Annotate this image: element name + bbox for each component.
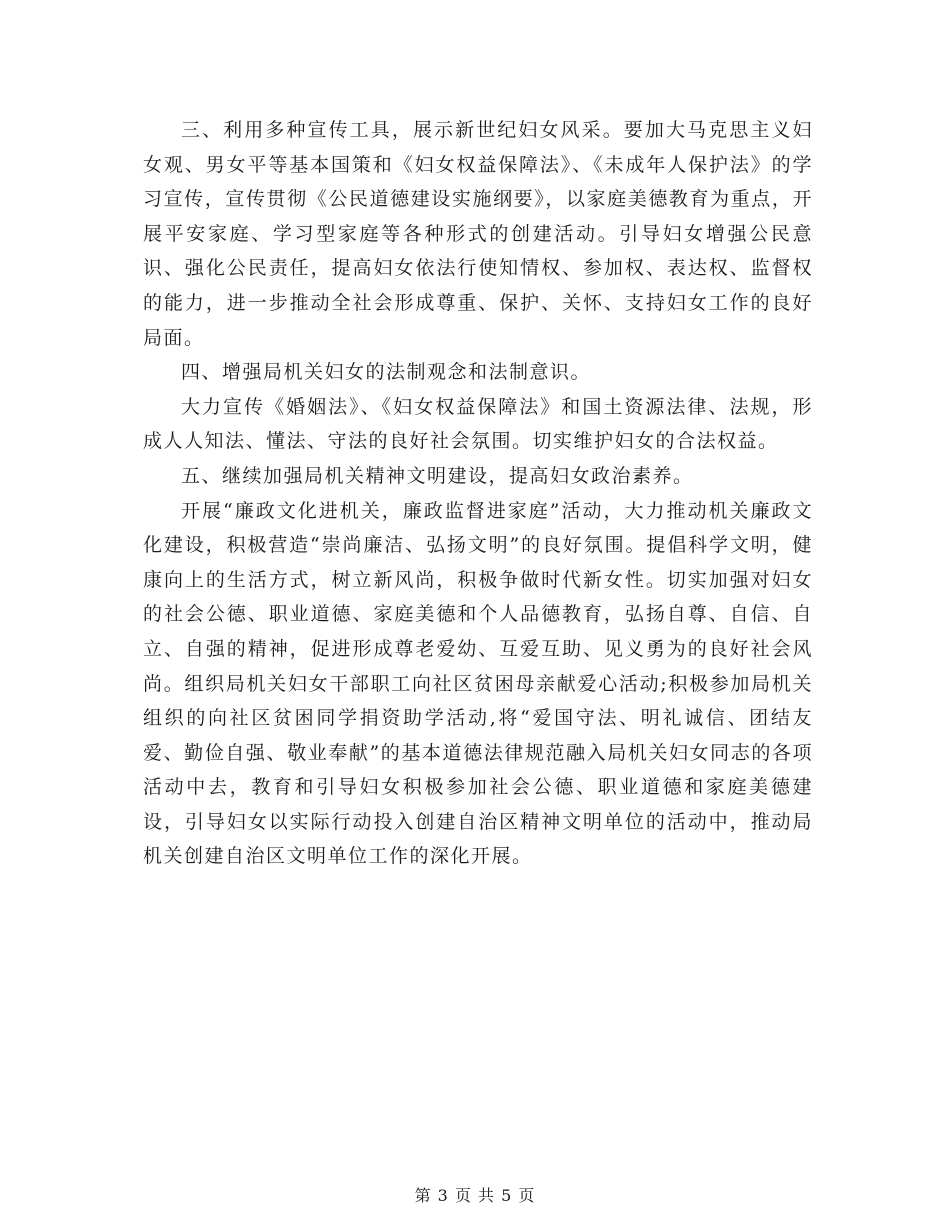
- paragraph-section-three: 三、利用多种宣传工具，展示新世纪妇女风采。要加大马克思主义妇女观、男女平等基本国策和《妇女权益保障法》、《未成年人保护法》的学习宣传，宣传贯彻《公民道德建设实施纲要》，以家庭美德教育为重点，开展平安家庭、学习型家庭等各种形式的创建活动。引导妇女增强公民意识、强化公民责任，提高妇女依法行使知情权、参加权、表达权、监督权的能力，进一步推动全社会形成尊重、保护、关怀、支持妇女工作的良好局面。: [143, 119, 813, 349]
- document-body: [143, 113, 813, 874]
- heading-section-five: 五、继续加强局机关精神文明建设，提高妇女政治素养。: [181, 464, 694, 487]
- paragraph-section-four: 大力宣传《婚姻法》、《妇女权益保障法》和国土资源法律、法规，形成人人知法、懂法、守法的良好社会氛围。切实维护妇女的合法权益。: [143, 395, 813, 453]
- heading-section-four: 四、增强局机关妇女的法制观念和法制意识。: [181, 361, 592, 384]
- footer-prefix: 第: [414, 1186, 432, 1205]
- page-footer: [0, 1183, 950, 1206]
- footer-total-pages: 5: [501, 1186, 513, 1205]
- paragraph-section-five: 开展“廉政文化进机关，廉政监督进家庭”活动，大力推动机关廉政文化建设，积极营造“崇尚廉洁、弘扬文明”的良好氛围。提倡科学文明，健康向上的生活方式，树立新风尚，积极争做时代新女性。切实加强对妇女的社会公德、职业道德、家庭美德和个人品德教育，弘扬自尊、自信、自立、自强的精神，促进形成尊老爱幼、互爱互助、见义勇为的良好社会风尚。组织局机关妇女干部职工向社区贫困母亲献爱心活动;积极参加局机关组织的向社区贫困同学捐资助学活动,将“爱国守法、明礼诚信、团结友爱、勤俭自强、敬业奉献”的基本道德法律规范融入局机关妇女同志的各项活动中去，教育和引导妇女积极参加社会公德、职业道德和家庭美德建设，引导妇女以实际行动投入创建自治区精神文明单位的活动中，推动局机关创建自治区文明单位工作的深化开展。: [143, 499, 813, 868]
- footer-current-page: 3: [437, 1186, 449, 1205]
- footer-middle: 页 共: [454, 1186, 496, 1205]
- footer-suffix: 页: [518, 1186, 536, 1205]
